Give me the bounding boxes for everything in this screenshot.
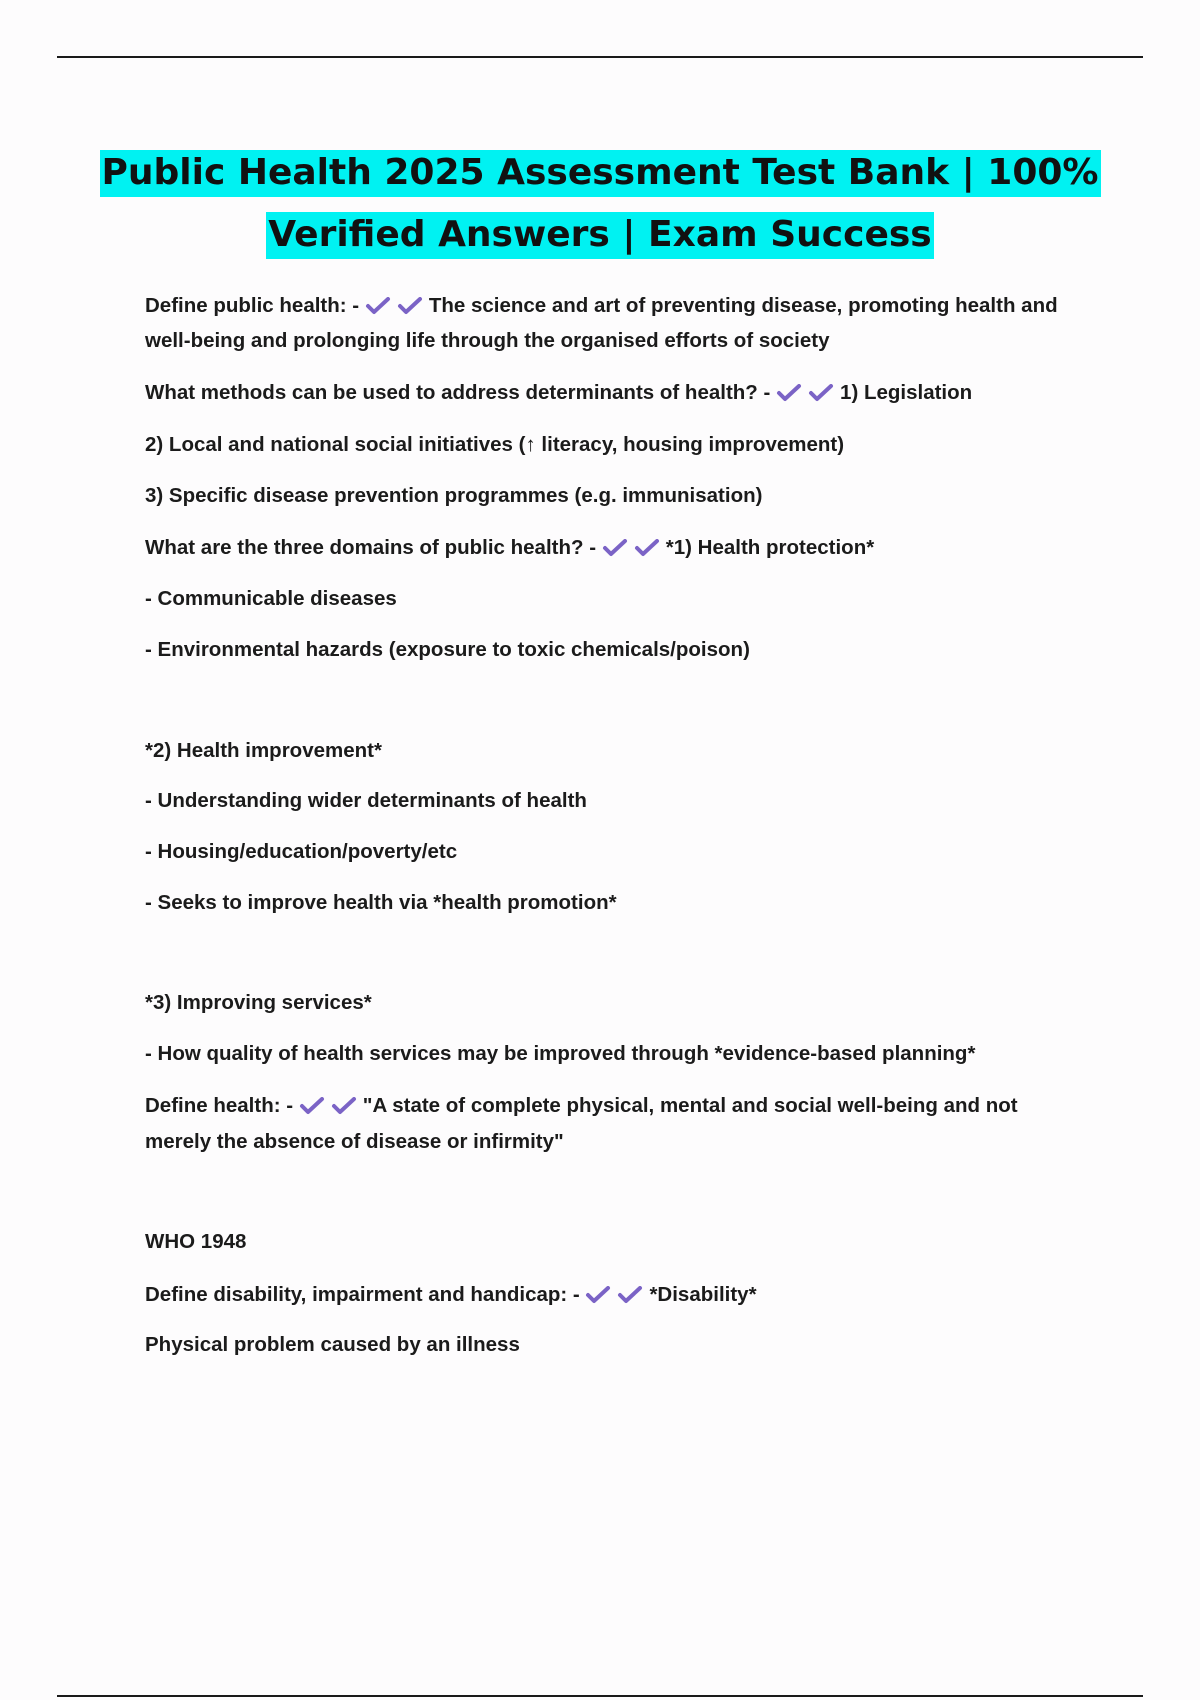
answer-line: Physical problem caused by an illness [145, 1333, 520, 1356]
page-title [0, 142, 1200, 266]
check-icon [397, 297, 423, 315]
answer-line: - How quality of health services may be improved through *evidence-based planning* [145, 1042, 976, 1065]
answer-line: WHO 1948 [145, 1230, 247, 1253]
check-icon [365, 297, 391, 315]
answer-line: - Environmental hazards (exposure to toxic chemicals/poison) [145, 638, 750, 661]
footer-rule [57, 1695, 1143, 1697]
header-rule [57, 56, 1143, 58]
qa-question [145, 1088, 1095, 1123]
answer-text: *Disability* [649, 1283, 757, 1306]
check-icon [808, 384, 834, 402]
answer-text: 1) Legislation [840, 381, 973, 404]
qa-question [145, 375, 1095, 410]
answer-line: - Housing/education/poverty/etc [145, 840, 458, 863]
question-text: What are the three domains of public health? - [145, 536, 602, 559]
check-icon [776, 384, 802, 402]
answer-line: - Understanding wider determinants of health [145, 789, 587, 812]
title-line-2: Verified Answers | Exam Success [266, 212, 933, 259]
answer-continuation: well-being and prolonging life through the organised efforts of society [145, 329, 830, 352]
question-text: What methods can be used to address determinants of health? - [145, 381, 777, 404]
check-icon [634, 539, 660, 557]
answer-text: *1) Health protection* [665, 536, 875, 559]
question-text: Define public health: - [145, 294, 365, 317]
answer-line: - Communicable diseases [145, 587, 397, 610]
answer-line: - Seeks to improve health via *health promotion* [145, 891, 617, 914]
question-text: Define health: - [145, 1094, 299, 1117]
check-icon [585, 1286, 611, 1304]
answer-line: *3) Improving services* [145, 991, 372, 1014]
answer-text: "A state of complete physical, mental and social well-being and not [362, 1094, 1018, 1117]
answer-line: *2) Health improvement* [145, 739, 382, 762]
answer-line: 3) Specific disease prevention programmes (e.g. immunisation) [145, 484, 763, 507]
title-line-1: Public Health 2025 Assessment Test Bank | 100% [100, 150, 1101, 197]
check-icon [602, 539, 628, 557]
qa-question [145, 530, 1095, 565]
check-icon [617, 1286, 643, 1304]
qa-question [145, 1277, 1095, 1312]
answer-text: The science and art of preventing disease, promoting health and [428, 294, 1058, 317]
answer-line: 2) Local and national social initiatives (↑ literacy, housing improvement) [145, 433, 845, 456]
question-text: Define disability, impairment and handicap: - [145, 1283, 586, 1306]
qa-question [145, 288, 1095, 323]
check-icon [331, 1097, 357, 1115]
check-icon [299, 1097, 325, 1115]
answer-continuation: merely the absence of disease or infirmity" [145, 1130, 564, 1153]
